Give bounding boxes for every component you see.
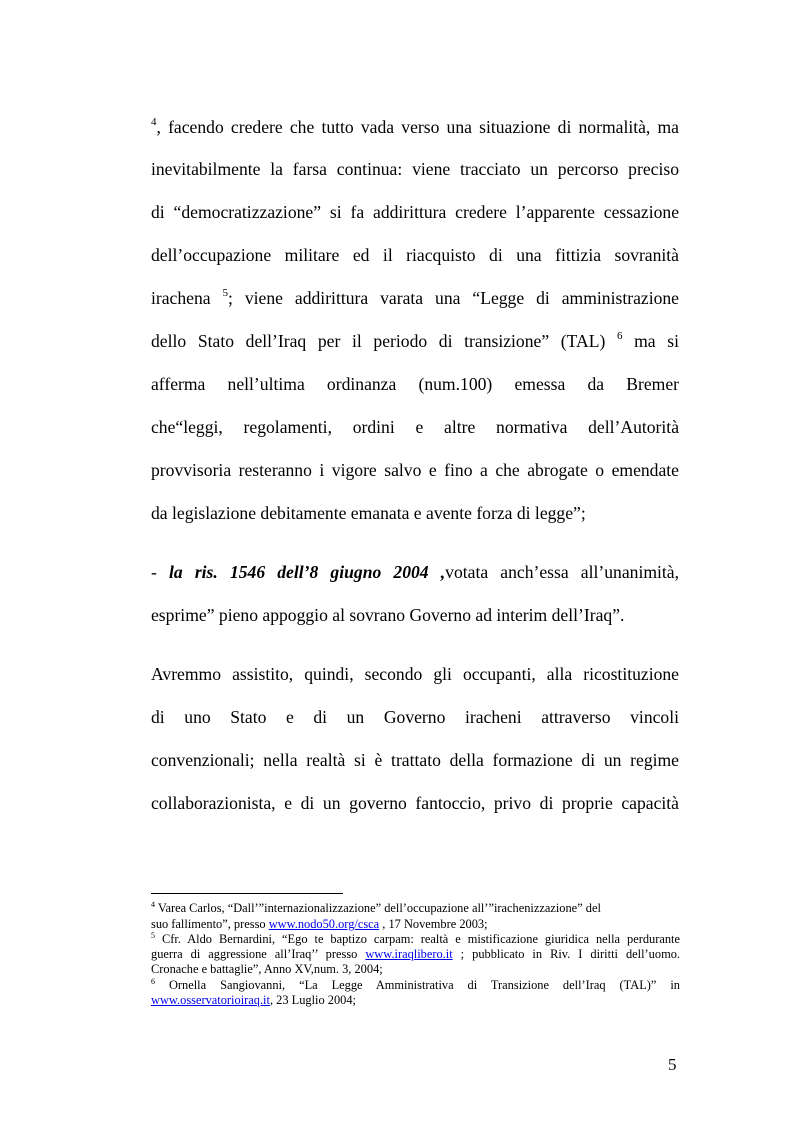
body-line-5-text-b: ; viene addirittura varata una “Legge di amministrazione bbox=[228, 288, 679, 308]
footnote-6-text: Ornella Sangiovanni, “La Legge Amministrativa di Transizione dell’Iraq (TAL)” in bbox=[155, 978, 680, 992]
body-line-8: che“leggi, regolamenti, ordini e altre normativa dell’Autorità bbox=[151, 417, 679, 437]
footnote-4-link[interactable]: www.nodo50.org/csca bbox=[268, 917, 380, 931]
body-line-12: esprime” pieno appoggio al sovrano Governo ad interim dell’Iraq”. bbox=[151, 605, 625, 625]
footnote-6-line-1 bbox=[151, 978, 680, 994]
footnote-ref-5[interactable]: 5 bbox=[222, 287, 229, 299]
footnote-ref-4[interactable]: 4 bbox=[151, 116, 157, 128]
body-line-5-text-a: irachena bbox=[151, 288, 223, 308]
body-line-6-text-b: ma si bbox=[622, 331, 680, 351]
footnote-6-number: 6 bbox=[151, 977, 155, 986]
footnote-6-date: , 23 Luglio 2004; bbox=[269, 993, 356, 1007]
footnote-5-text: Cfr. Aldo Bernardini, “Ego te baptizo carpam: realtà e mistificazione giuridica nella perdurante bbox=[155, 932, 680, 946]
footnote-6-link[interactable]: www.osservatorioiraq.it bbox=[151, 993, 270, 1007]
footnote-5-link[interactable]: www.iraqlibero.it bbox=[365, 947, 453, 961]
body-line-11-text: votata anch’essa all’unanimità, bbox=[445, 562, 679, 582]
body-line-3: di “democratizzazione” si fa addirittura credere l’apparente cessazione bbox=[151, 202, 679, 222]
footnote-ref-6[interactable]: 6 bbox=[616, 330, 623, 342]
body-line-9: provvisoria resteranno i vigore salvo e fino a che abrogate o emendate bbox=[151, 460, 679, 480]
footnote-5-line-1 bbox=[151, 932, 680, 948]
body-line-13: Avremmo assistito, quindi, secondo gli occupanti, alla ricostituzione bbox=[151, 664, 679, 684]
footnote-5-text-3: ; pubblicato in Riv. I diritti dell’uomo. bbox=[452, 947, 680, 961]
footnote-5-line-2 bbox=[151, 947, 680, 962]
body-line-11 bbox=[151, 561, 679, 583]
body-line-15: convenzionali; nella realtà si è trattato della formazione di un regime bbox=[151, 750, 679, 770]
body-line-2: inevitabilmente la farsa continua: viene tracciato un percorso preciso bbox=[151, 159, 679, 179]
body-line-6 bbox=[151, 330, 679, 355]
footnote-5-line-3: Cronache e battaglie”, Anno XV,num. 3, 2004; bbox=[151, 962, 383, 976]
footnote-4-number: 4 bbox=[151, 900, 155, 909]
footnote-5-text-2: guerra di aggressione all’Iraq’’ presso bbox=[151, 947, 366, 961]
footnote-6-line-2 bbox=[151, 993, 680, 1008]
footnote-4-line-1 bbox=[151, 901, 680, 917]
body-line-14: di uno Stato e di un Governo iracheni attraverso vincoli bbox=[151, 707, 679, 727]
footnote-5-number: 5 bbox=[151, 931, 155, 940]
body-line-10: da legislazione debitamente emanata e avente forza di legge”; bbox=[151, 503, 586, 523]
footnote-separator bbox=[151, 893, 343, 894]
footnote-4-line-2 bbox=[151, 917, 680, 932]
body-line-1 bbox=[151, 116, 679, 141]
page-number: 5 bbox=[668, 1055, 677, 1074]
body-line-6-text-a: dello Stato dell’Iraq per il periodo di transizione” (TAL) bbox=[151, 331, 617, 351]
footnote-4-date: , 17 Novembre 2003; bbox=[379, 917, 488, 931]
body-line-7: afferma nell’ultima ordinanza (num.100) emessa da Bremer bbox=[151, 374, 679, 394]
body-line-16: collaborazionista, e di un governo fantoccio, privo di proprie capacità bbox=[151, 793, 679, 813]
body-line-4: dell’occupazione militare ed il riacquisto di una fittizia sovranità bbox=[151, 245, 679, 265]
body-line-1-text: , facendo credere che tutto vada verso una situazione di normalità, ma bbox=[156, 117, 679, 137]
resolution-title: la ris. 1546 dell’8 giugno 2004 , bbox=[169, 562, 446, 582]
footnote-4-text: Varea Carlos, “Dall’”internazionalizzazione” dell’occupazione all’”irachenizzazione” del bbox=[155, 901, 601, 915]
list-dash: - bbox=[151, 562, 169, 582]
body-line-5 bbox=[151, 287, 679, 312]
footnote-4-text-2: suo fallimento”, presso bbox=[151, 917, 269, 931]
